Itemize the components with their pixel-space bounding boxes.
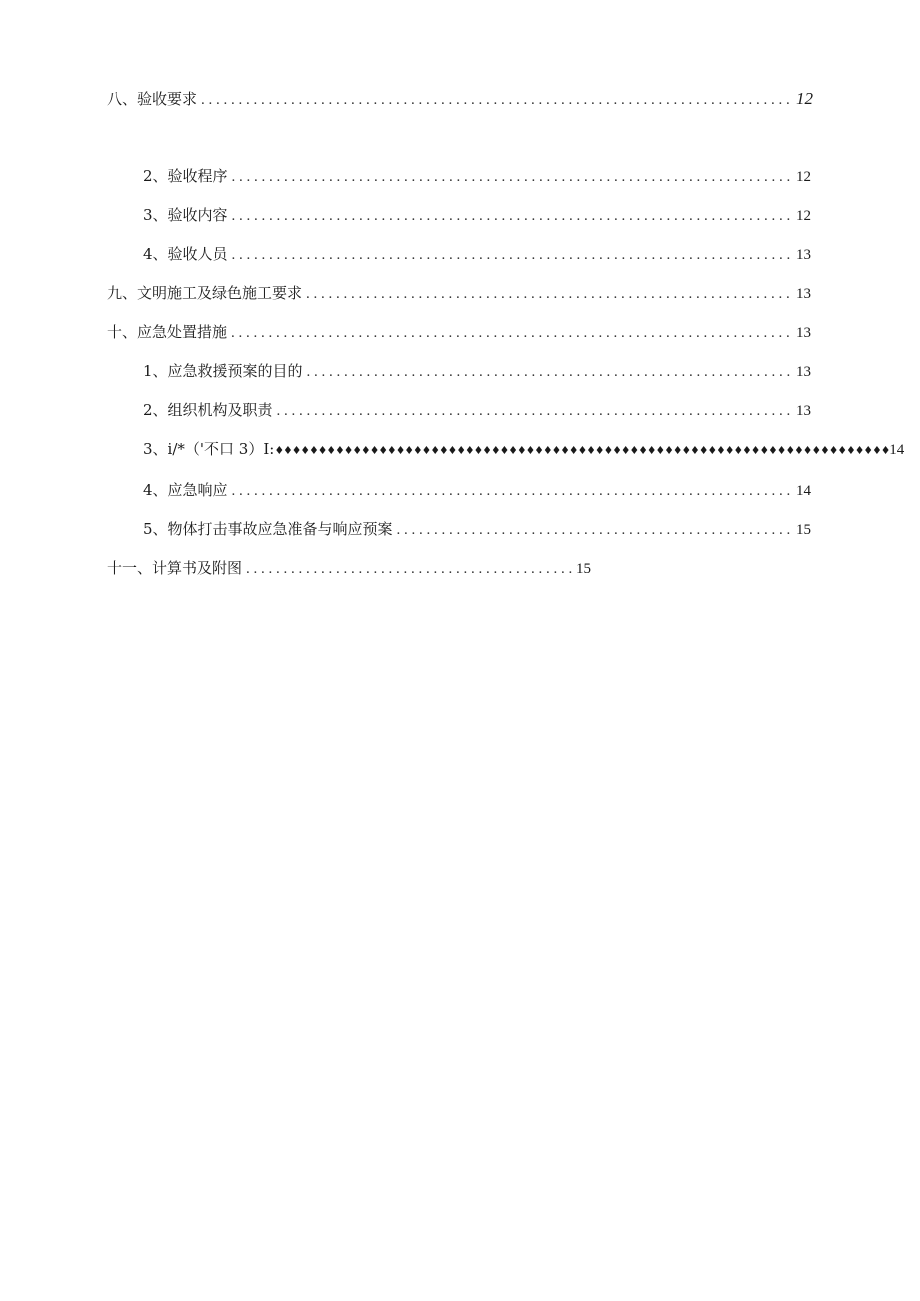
toc-dot-leader: [307, 362, 792, 382]
toc-entry-label: 4、验收人员: [143, 245, 228, 263]
toc-entry-label: 3、验收内容: [143, 206, 228, 224]
toc-dot-leader: [232, 245, 792, 265]
toc-entry-label: 5、物体打击事故应急准备与响应预案: [143, 520, 393, 538]
toc-dot-leader: [231, 323, 792, 343]
toc-entry-page: 12: [796, 89, 813, 108]
toc-entry-label: 4、应急响应: [143, 481, 228, 499]
toc-entry-section-8[interactable]: [107, 89, 813, 110]
toc-entry-10-3[interactable]: [143, 439, 904, 461]
toc-entry-page: 12: [796, 208, 811, 224]
toc-entry-10-2[interactable]: [143, 400, 811, 421]
toc-entry-label: 2、验收程序: [143, 167, 228, 185]
toc-entry-10-1[interactable]: [143, 361, 811, 382]
toc-entry-page: 14: [889, 442, 905, 458]
toc-entry-8-4[interactable]: [143, 244, 811, 265]
toc-entry-section-11[interactable]: [107, 558, 591, 579]
toc-dot-leader: [232, 481, 792, 501]
toc-entry-page: 15: [576, 561, 591, 577]
toc-dot-leader: [232, 206, 792, 226]
toc-entry-page: 15: [796, 522, 811, 538]
toc-entry-label: 十、应急处置措施: [107, 323, 228, 341]
toc-entry-page: 13: [796, 247, 811, 263]
toc-entry-8-3[interactable]: [143, 205, 811, 226]
toc-entry-section-9[interactable]: [107, 283, 811, 304]
toc-entry-page: 13: [796, 286, 811, 302]
toc-dot-leader: [201, 90, 792, 110]
toc-entry-label: 十一、计算书及附图: [107, 559, 243, 577]
toc-entry-label: 九、文明施工及绿色施工要求: [107, 284, 303, 302]
toc-dot-leader: [232, 167, 792, 187]
toc-dot-leader: [397, 520, 792, 540]
toc-entry-section-10[interactable]: [107, 322, 811, 343]
toc-entry-page: 13: [796, 364, 811, 380]
toc-entry-page: 13: [796, 403, 811, 419]
toc-dot-leader: [306, 284, 792, 304]
toc-dot-leader: [277, 401, 792, 421]
toc-entry-label: 1、应急救援预案的目的: [143, 362, 303, 380]
toc-entry-label: 八、验收要求: [107, 90, 198, 108]
toc-entry-label: 3、i/*（'不口 3）I:: [143, 440, 275, 458]
toc-entry-label: 2、组织机构及职责: [143, 401, 273, 419]
toc-entry-10-5[interactable]: [143, 519, 811, 540]
toc-entry-10-4[interactable]: [143, 480, 811, 501]
toc-entry-page: 13: [796, 325, 811, 341]
toc-entry-8-2[interactable]: [143, 166, 811, 187]
toc-diamond-leader: ♦♦♦♦♦♦♦♦♦♦♦♦♦♦♦♦♦♦♦♦♦♦♦♦♦♦♦♦♦♦♦♦♦♦♦♦♦♦♦♦♦♦♦♦♦♦♦♦♦♦♦♦♦♦♦♦♦♦♦♦♦♦♦♦♦♦♦♦♦♦♦: [274, 444, 890, 457]
toc-entry-page: 14: [796, 483, 811, 499]
toc-entry-page: 12: [796, 169, 811, 185]
toc-dot-leader: [246, 559, 572, 579]
